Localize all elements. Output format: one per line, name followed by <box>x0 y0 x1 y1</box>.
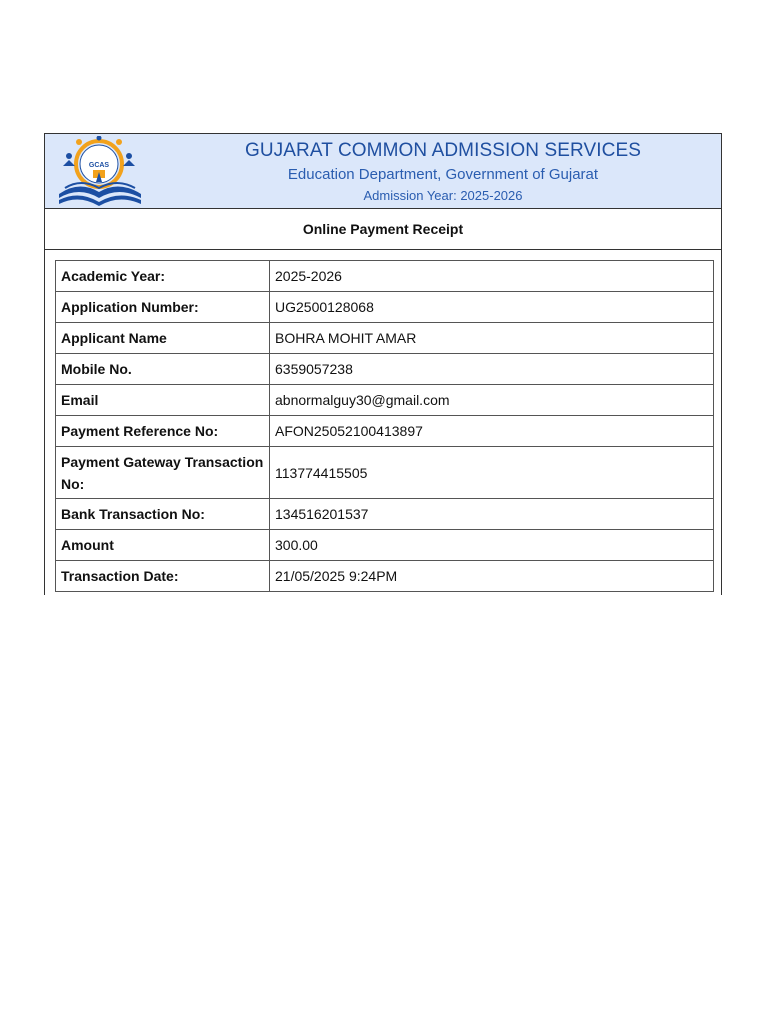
row-label: Application Number: <box>56 292 270 323</box>
table-row <box>56 447 714 499</box>
receipt-details-table <box>55 260 714 592</box>
row-value: BOHRA MOHIT AMAR <box>270 323 714 354</box>
table-row <box>56 499 714 530</box>
table-row <box>56 292 714 323</box>
row-value: 6359057238 <box>270 354 714 385</box>
row-label: Email <box>56 385 270 416</box>
department-name: Education Department, Government of Gujarat <box>287 166 599 183</box>
receipt-title: Online Payment Receipt <box>45 209 721 250</box>
row-label: Transaction Date: <box>56 561 270 592</box>
table-row <box>56 530 714 561</box>
row-label: Payment Reference No: <box>56 416 270 447</box>
row-label: Amount <box>56 530 270 561</box>
logo-text: GCAS <box>88 162 110 169</box>
row-value: 113774415505 <box>270 447 714 499</box>
row-label: Payment Gateway Transaction No: <box>56 447 270 499</box>
row-label: Bank Transaction No: <box>56 499 270 530</box>
table-row <box>56 416 714 447</box>
header-titles <box>165 134 721 203</box>
organization-title: GUJARAT COMMON ADMISSION SERVICES <box>244 140 642 161</box>
row-value: 21/05/2025 9:24PM <box>270 561 714 592</box>
payment-receipt <box>44 133 722 595</box>
row-label: Applicant Name <box>56 323 270 354</box>
table-row <box>56 261 714 292</box>
row-value: 300.00 <box>270 530 714 561</box>
admission-year: Admission Year: 2025-2026 <box>363 188 523 203</box>
table-row <box>56 385 714 416</box>
row-label: Mobile No. <box>56 354 270 385</box>
row-value: 134516201537 <box>270 499 714 530</box>
table-row <box>56 561 714 592</box>
table-row <box>56 354 714 385</box>
row-value: UG2500128068 <box>270 292 714 323</box>
row-value: 2025-2026 <box>270 261 714 292</box>
gcas-logo-icon <box>55 136 145 208</box>
receipt-header <box>45 134 721 209</box>
table-row <box>56 323 714 354</box>
row-value: abnormalguy30@gmail.com <box>270 385 714 416</box>
row-value: AFON25052100413897 <box>270 416 714 447</box>
row-label: Academic Year: <box>56 261 270 292</box>
